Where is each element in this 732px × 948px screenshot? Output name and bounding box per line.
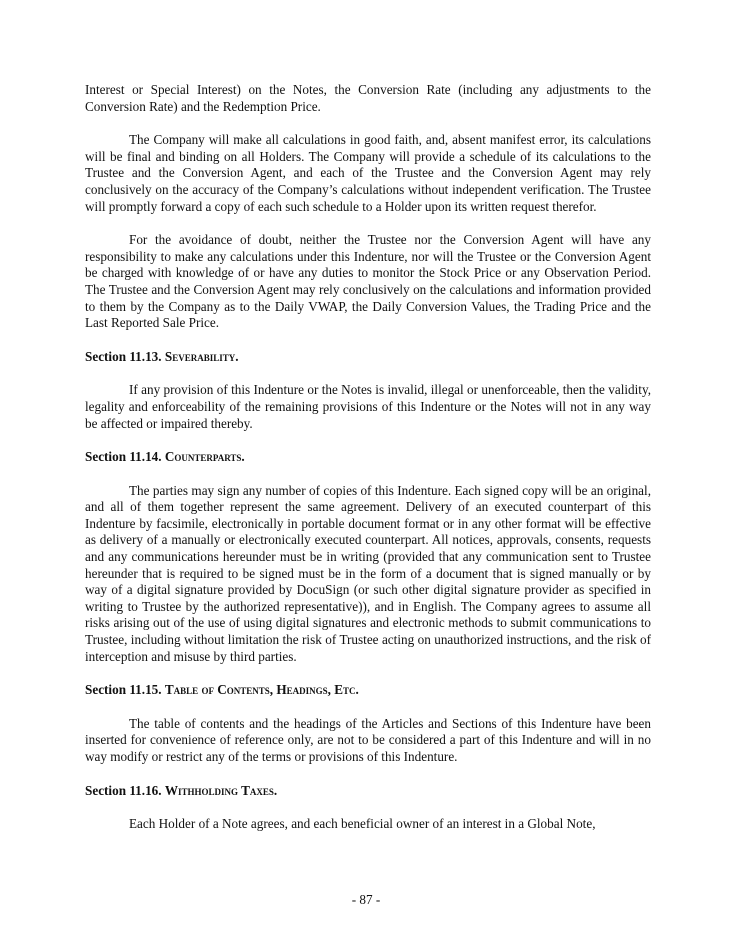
page-body xyxy=(85,82,651,833)
paragraph-counterparts: The parties may sign any number of copies of this Indenture. Each signed copy will be an original, and all of them together represent the same agreement. Delivery of an executed counterpart of this Indenture by facsimile, electronically in portable document format or in any other format will be effective as delivery of a manually or electronically executed counterpart. All notices, approvals, consents, requests and any communications hereunder must be in writing (provided that any communication sent to Trustee hereunder that is required to be signed must be in the form of a document that is signed manually or by way of a digital signature provided by DocuSign (or such other digital signature provider as specified in writing to Trustee by the authorized representative)), and in English. The Company agrees to assume all risks arising out of the use of using digital signatures and electronic methods to submit communications to Trustee, including without limitation the risk of Trustee acting on unauthorized instructions, and the risk of interception and misuse by third parties. xyxy=(85,482,651,664)
paragraph-continuation: Interest or Special Interest) on the Notes, the Conversion Rate (including any adjustments to the Conversion Rate) and the Redemption Price. xyxy=(85,82,651,114)
section-heading-11-15 xyxy=(85,682,651,699)
page-number: - 87 - xyxy=(351,892,381,907)
section-number: Section 11.14. xyxy=(85,449,162,465)
section-number: Section 11.15. xyxy=(85,682,162,698)
paragraph-avoidance-of-doubt: For the avoidance of doubt, neither the Trustee nor the Conversion Agent will have any responsibility to make any calculations under this Indenture, nor will the Trustee or the Conversion Agent be charged with knowledge of or have any duties to monitor the Stock Price or any Observation Period. The Trustee and the Conversion Agent may rely conclusively on the calculations and information provided to them by the Company as to the Daily VWAP, the Daily Conversion Values, the Trading Price and the Last Reported Sale Price. xyxy=(85,232,651,331)
paragraph-severability: If any provision of this Indenture or the Notes is invalid, illegal or unenforceable, then the validity, legality and enforceability of the remaining provisions of this Indenture or the Notes will not in any way be affected or impaired thereby. xyxy=(85,382,651,431)
section-heading-11-14 xyxy=(85,449,651,466)
paragraph-calculations: The Company will make all calculations in good faith, and, absent manifest error, its calculations will be final and binding on all Holders. The Company will provide a schedule of its calculations to the Trustee and the Conversion Agent, and each of the Trustee and the Conversion Agent may rely conclusively on the accuracy of the Company’s calculations without independent verification. The Trustee will promptly forward a copy of each such schedule to a Holder upon its written request therefor. xyxy=(85,132,651,214)
section-heading-11-13 xyxy=(85,349,651,366)
section-title: Counterparts. xyxy=(164,449,245,465)
section-heading-11-16 xyxy=(85,783,651,800)
section-number: Section 11.13. xyxy=(85,348,162,364)
paragraph-withholding-taxes: Each Holder of a Note agrees, and each beneficial owner of an interest in a Global Note, xyxy=(129,816,596,832)
section-number: Section 11.16. xyxy=(85,782,162,798)
section-title: Table of Contents, Headings, Etc. xyxy=(164,682,359,698)
section-title: Severability. xyxy=(164,348,239,364)
paragraph-table-of-contents: The table of contents and the headings of the Articles and Sections of this Indenture have been inserted for convenience of reference only, are not to be considered a part of this Indenture and will in no way modify or restrict any of the terms or provisions of this Indenture. xyxy=(85,715,651,764)
section-title: Withholding Taxes. xyxy=(164,782,278,798)
